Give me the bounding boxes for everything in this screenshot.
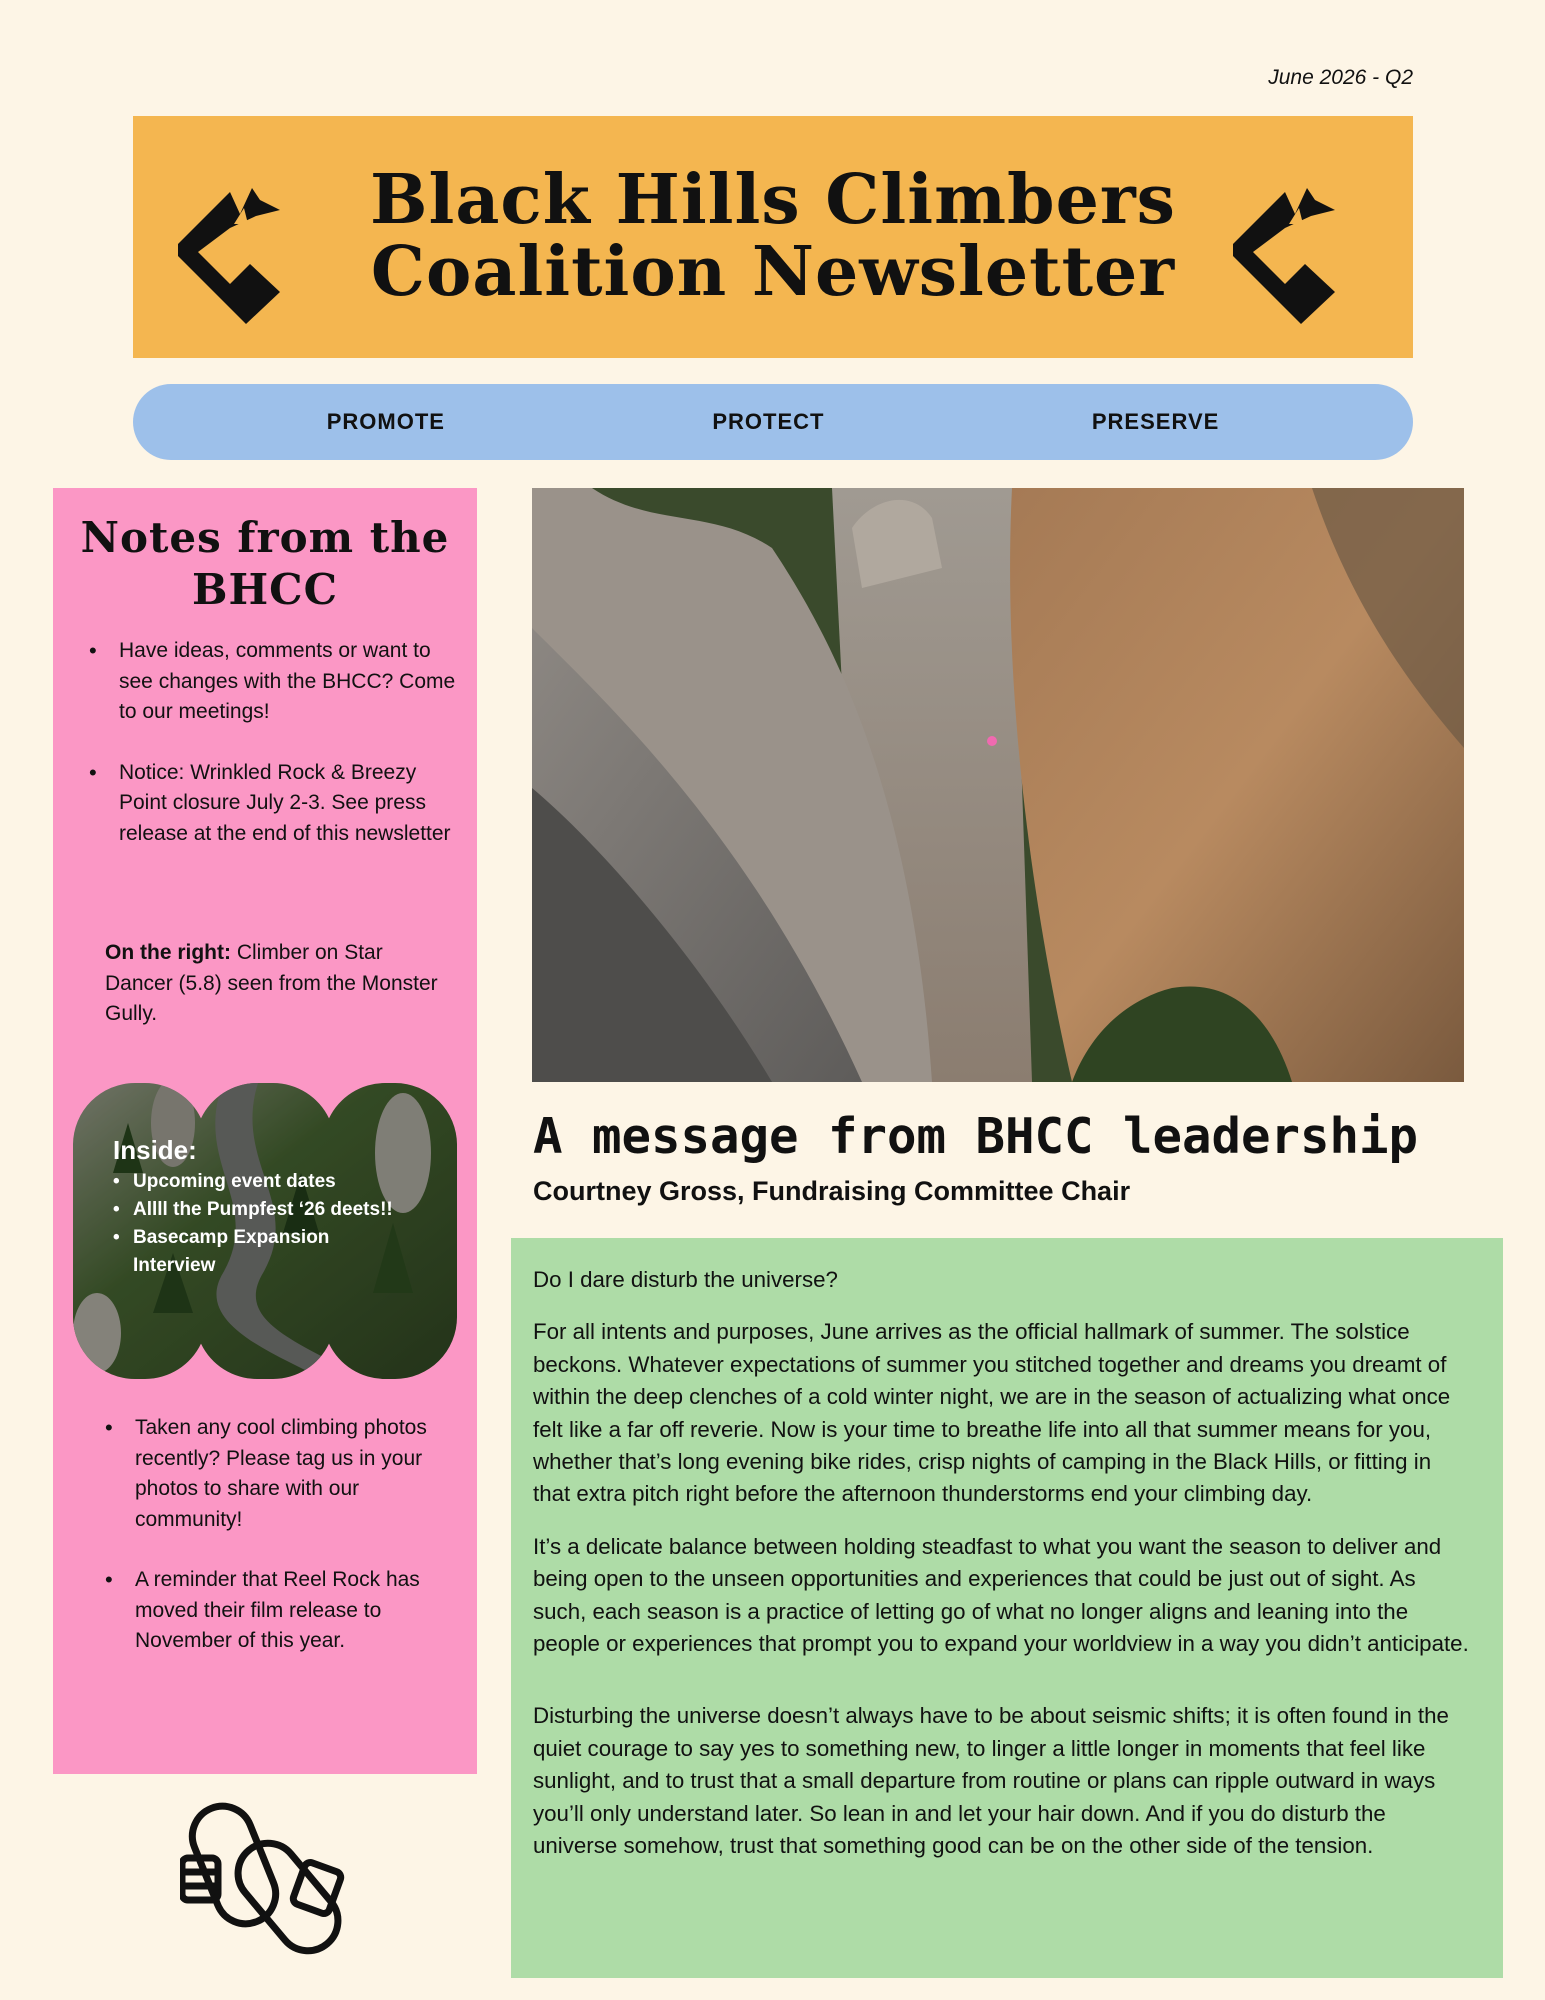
issue-date: June 2026 - Q2 bbox=[1268, 66, 1413, 89]
inside-heading: Inside: bbox=[113, 1135, 197, 1165]
climber-photo bbox=[532, 488, 1464, 1082]
photo-caption bbox=[105, 938, 445, 1030]
title-line-2: Coalition Newsletter bbox=[370, 232, 1176, 312]
article-title: A message from BHCC leadership bbox=[533, 1108, 1419, 1165]
letter-paragraph: For all intents and purposes, June arrives as the official hallmark of summer. The solstice beckons. Whatever expectations of summer you stitched together and dreams you dreamt of within the deep clenches of a cold winter night, we are in the season of actualizing what once felt like a far off reverie. Now is your time to breathe life into all that summer means for you, whether that’s long evening bike rides, crisp nights of camping in the Black Hills, or fitting in that extra pitch right before the afternoon thunderstorms end your climbing day. bbox=[533, 1319, 1451, 1507]
letter-paragraph: Disturbing the universe doesn’t always have to be about seismic shifts; it is often found in the quiet courage to say yes to something new, to linger a little longer in moments that feel like sunlight, and to trust that a small departure from routine or plans can ripple outward in ways you’ll only understand later. So lean in and let your hair down. And if you do disturb the universe somehow, trust that something good can be on the other side of the tension. bbox=[533, 1703, 1449, 1859]
carabiner-icon bbox=[180, 1796, 348, 1966]
notes-list-secondary bbox=[105, 1413, 445, 1657]
caption-text: Climber on Star Dancer (5.8) seen from the Monster Gully. bbox=[105, 941, 438, 1025]
rock-formation-image bbox=[532, 488, 1464, 1082]
pillar-protect: PROTECT bbox=[712, 409, 825, 434]
list-item: • Notice: Wrinkled Rock & Breezy Point closure July 2-3. See press release at the end of this newsletter bbox=[89, 758, 459, 850]
mountain-chevron-logo-icon bbox=[168, 164, 288, 324]
notes-list bbox=[89, 636, 459, 849]
list-item: • Have ideas, comments or want to see changes with the BHCC? Come to our meetings! bbox=[89, 636, 459, 728]
masthead bbox=[133, 116, 1413, 358]
leadership-letter bbox=[511, 1238, 1503, 1978]
article-author: Courtney Gross, Fundraising Committee Chair bbox=[533, 1176, 1131, 1206]
mission-pillars bbox=[133, 384, 1413, 460]
title-line-1: Black Hills Climbers bbox=[370, 160, 1176, 240]
mountain-chevron-logo-icon bbox=[1223, 164, 1343, 324]
list-item: • Basecamp Expansion Interview bbox=[113, 1224, 413, 1280]
inside-box bbox=[73, 1083, 457, 1379]
list-item: • Upcoming event dates bbox=[113, 1168, 413, 1196]
caption-label: On the right: bbox=[105, 941, 231, 964]
inside-contents bbox=[113, 1135, 413, 1280]
inside-list bbox=[113, 1168, 413, 1280]
letter-paragraph: Do I dare disturb the universe? bbox=[533, 1267, 838, 1292]
letter-paragraph: It’s a delicate balance between holding steadfast to what you want the season to deliver and being open to the unseen opportunities and experiences that could be just out of sight. As such, each season is a practice of letting go of what no longer aligns and leaning into the people or experiences that prompt you to expand your worldview in a way you didn’t anticipate. bbox=[533, 1533, 1469, 1657]
pillar-preserve: PRESERVE bbox=[1091, 409, 1220, 434]
list-item: • Taken any cool climbing photos recently? Please tag us in your photos to share with our community! bbox=[105, 1413, 445, 1535]
sidebar-heading: Notes from the BHCC bbox=[80, 513, 450, 614]
list-item: • Allll the Pumpfest ‘26 deets!! bbox=[113, 1196, 413, 1224]
sidebar-notes bbox=[53, 488, 477, 1774]
list-item: • A reminder that Reel Rock has moved their film release to November of this year. bbox=[105, 1565, 445, 1657]
newsletter-title bbox=[303, 160, 1243, 312]
pillar-promote: PROMOTE bbox=[326, 409, 445, 434]
